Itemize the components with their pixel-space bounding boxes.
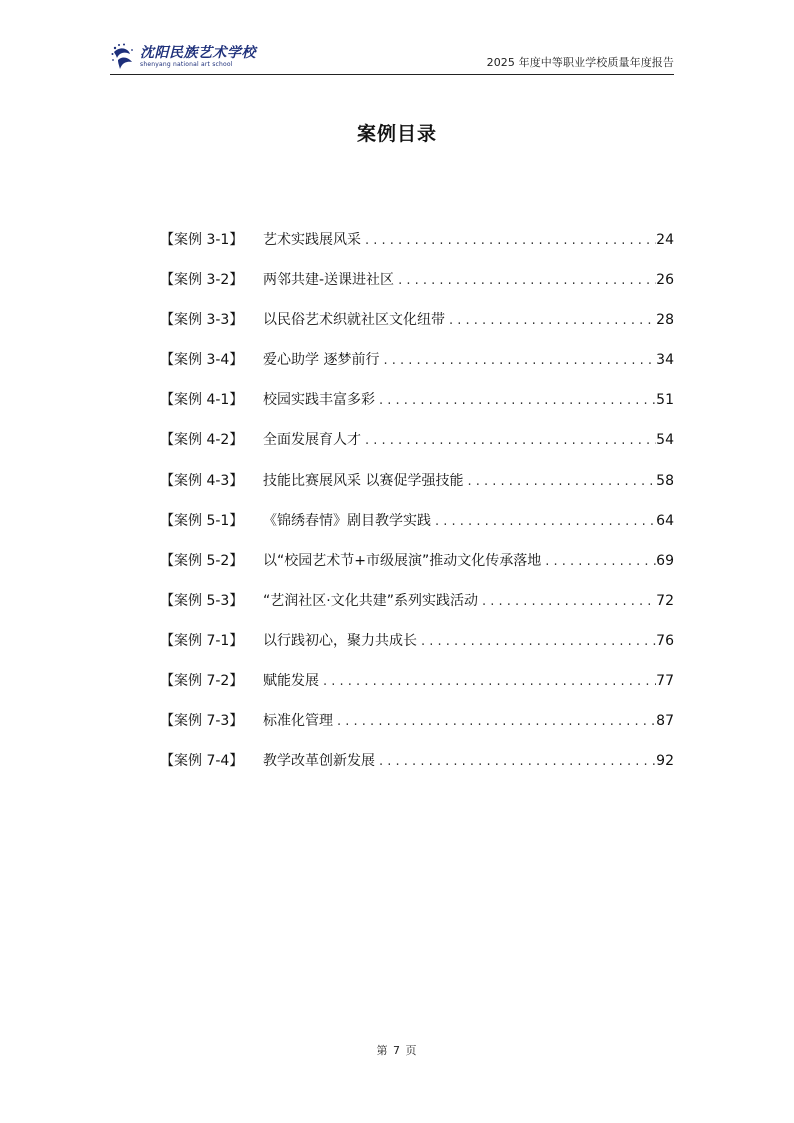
toc-entry-page: 26	[656, 272, 674, 289]
toc-dot-leader	[375, 750, 656, 774]
toc-entry[interactable]	[160, 348, 674, 388]
toc-entry-label: 【案例 5-3】	[160, 592, 244, 609]
toc-entry[interactable]	[160, 749, 674, 789]
toc-entry-title: 艺术实践展风采	[263, 232, 361, 248]
toc-entry-page: 72	[656, 592, 674, 609]
toc-dot-leader	[541, 550, 656, 574]
toc-entry-label: 【案例 4-1】	[160, 392, 244, 409]
toc-entry-label: 【案例 4-2】	[160, 432, 244, 449]
toc-entry[interactable]	[160, 629, 674, 669]
toc-entry[interactable]	[160, 549, 674, 589]
toc-entry[interactable]	[160, 228, 674, 268]
toc-entry-title: 《锦绣春情》剧目教学实践	[263, 512, 431, 529]
toc-dot-leader	[361, 229, 656, 253]
case-table-of-contents	[160, 228, 674, 789]
toc-entry[interactable]	[160, 469, 674, 509]
toc-entry-title: 赋能发展	[263, 673, 319, 690]
toc-entry-title: 全面发展育人才	[263, 432, 361, 449]
toc-entry[interactable]	[160, 428, 674, 468]
toc-dot-leader	[319, 670, 656, 694]
toc-entry-page: 54	[656, 432, 674, 449]
toc-dot-leader	[431, 510, 656, 534]
toc-dot-leader	[394, 269, 656, 293]
school-logo	[110, 42, 256, 72]
toc-dot-leader	[333, 710, 656, 734]
report-title: 2025 年度中等职业学校质量年度报告	[486, 56, 674, 69]
toc-entry-label: 【案例 5-2】	[160, 552, 244, 569]
toc-entry-label: 【案例 7-1】	[160, 632, 244, 649]
toc-entry-label: 【案例 3-4】	[160, 352, 244, 369]
toc-entry-title: 技能比赛展风采 以赛促学强技能	[263, 472, 464, 489]
toc-entry[interactable]	[160, 669, 674, 709]
logo-english-name: shenyang national art school	[140, 61, 233, 68]
toc-entry-label: 【案例 7-4】	[160, 753, 244, 770]
toc-entry-title: 以行践初心，聚力共成长	[263, 632, 417, 649]
toc-entry[interactable]	[160, 509, 674, 549]
toc-entry-page: 51	[656, 392, 674, 409]
toc-entry[interactable]	[160, 308, 674, 348]
toc-entry-title: 以“校园艺术节+市级展演”推动文化传承落地	[263, 552, 542, 569]
toc-dot-leader	[375, 389, 656, 413]
toc-entry-title: 校园实践丰富多彩	[263, 392, 375, 409]
toc-entry-title: 以民俗艺术织就社区文化纽带	[263, 312, 445, 329]
toc-entry-label: 【案例 3-3】	[160, 312, 244, 329]
toc-entry-page: 64	[656, 512, 674, 529]
toc-dot-leader	[361, 429, 656, 453]
page-header	[110, 40, 674, 75]
toc-dot-leader	[379, 349, 656, 373]
toc-entry-title: 两邻共建-送课进社区	[263, 272, 395, 289]
toc-entry-label: 【案例 7-2】	[160, 673, 244, 690]
toc-entry-title: 爱心助学 逐梦前行	[263, 352, 380, 369]
toc-entry-label: 【案例 3-2】	[160, 272, 244, 289]
page-number: 第 7 页	[376, 1044, 418, 1057]
toc-entry[interactable]	[160, 268, 674, 308]
toc-entry[interactable]	[160, 589, 674, 629]
toc-entry[interactable]	[160, 388, 674, 428]
toc-entry-label: 【案例 5-1】	[160, 512, 244, 529]
toc-dot-leader	[478, 590, 656, 614]
toc-entry-label: 【案例 3-1】	[160, 232, 244, 248]
toc-dot-leader	[463, 470, 656, 494]
school-emblem-icon	[110, 42, 136, 72]
toc-entry-page: 69	[656, 552, 674, 569]
toc-entry-page: 92	[656, 753, 674, 770]
toc-dot-leader	[445, 309, 656, 333]
toc-entry-page: 24	[656, 232, 674, 248]
toc-entry-label: 【案例 4-3】	[160, 472, 244, 489]
toc-entry-title: 教学改革创新发展	[263, 753, 375, 770]
toc-dot-leader	[417, 630, 656, 654]
toc-entry-page: 34	[656, 352, 674, 369]
page-title: 案例目录	[356, 123, 437, 145]
toc-entry-title: “艺润社区·文化共建”系列实践活动	[263, 592, 478, 609]
toc-entry-page: 28	[656, 312, 674, 329]
toc-entry-page: 87	[656, 713, 674, 730]
toc-entry-label: 【案例 7-3】	[160, 713, 244, 730]
toc-entry-page: 76	[656, 632, 674, 649]
toc-entry-title: 标准化管理	[263, 713, 333, 730]
logo-chinese-name: 沈阳民族艺术学校	[140, 45, 256, 61]
toc-entry-page: 58	[656, 472, 674, 489]
toc-entry-page: 77	[656, 673, 674, 690]
toc-entry[interactable]	[160, 709, 674, 749]
